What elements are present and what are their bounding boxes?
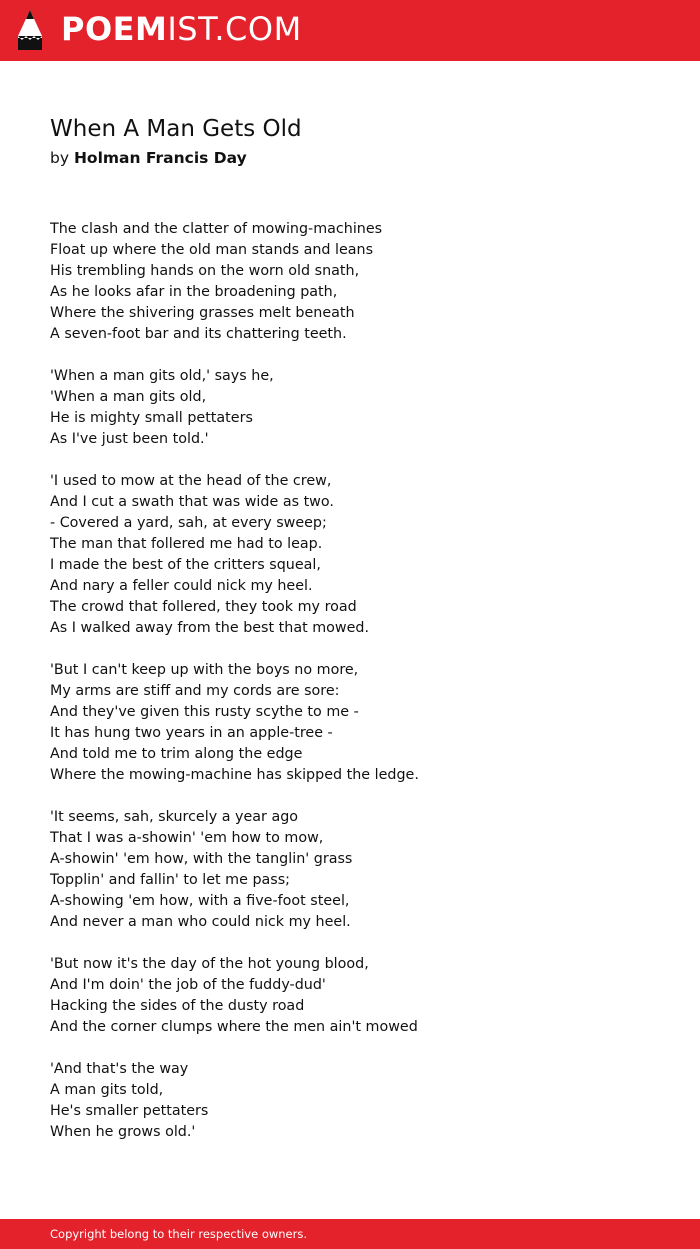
footer-bar <box>0 1219 700 1249</box>
site-name <box>61 10 302 48</box>
poem-line: My arms are stiff and my cords are sore: <box>50 683 340 699</box>
byline <box>50 149 247 167</box>
by-label: by <box>50 149 70 167</box>
poem-line: And the corner clumps where the men ain't mowed <box>50 1019 418 1035</box>
site-logo-link[interactable] <box>17 9 302 51</box>
poem-line: Float up where the old man stands and leans <box>50 242 374 258</box>
stanza <box>50 219 650 345</box>
poem-line: And I cut a swath that was wide as two. <box>50 494 334 510</box>
poem-line: - Covered a yard, sah, at every sweep; <box>50 515 327 531</box>
poem-line: A-showin' 'em how, with the tanglin' grass <box>50 851 353 867</box>
stanza <box>50 660 650 786</box>
top-bar <box>0 0 700 61</box>
pencil-icon <box>17 9 43 51</box>
poem-line: And they've given this rusty scythe to me - <box>50 704 359 720</box>
poem-line: And I'm doin' the job of the fuddy-dud' <box>50 977 326 993</box>
poem-line: The man that follered me had to leap. <box>50 536 323 552</box>
stanza <box>50 807 650 933</box>
poem-line: The clash and the clatter of mowing-machines <box>50 221 383 237</box>
stanza <box>50 1059 650 1143</box>
poem-line: As I walked away from the best that mowed. <box>50 620 370 636</box>
poem-line: He is mighty small pettaters <box>50 410 253 426</box>
poem-line: Hacking the sides of the dusty road <box>50 998 305 1014</box>
poem-line: When he grows old.' <box>50 1124 196 1140</box>
poem-line: 'When a man gits old,' says he, <box>50 368 274 384</box>
poem-line: Where the mowing-machine has skipped the ledge. <box>50 767 419 783</box>
poem-line: And never a man who could nick my heel. <box>50 914 351 930</box>
poem-line: He's smaller pettaters <box>50 1103 209 1119</box>
poem-line: His trembling hands on the worn old snath, <box>50 263 360 279</box>
poem-line: 'I used to mow at the head of the crew, <box>50 473 332 489</box>
poem-title: When A Man Gets Old <box>50 116 302 142</box>
poem-line: Where the shivering grasses melt beneath <box>50 305 355 321</box>
poem-line: I made the best of the critters squeal, <box>50 557 321 573</box>
poem-line: And nary a feller could nick my heel. <box>50 578 313 594</box>
poem-line: 'When a man gits old, <box>50 389 207 405</box>
poem-line: 'But I can't keep up with the boys no more, <box>50 662 359 678</box>
poem-line: 'It seems, sah, skurcely a year ago <box>50 809 299 825</box>
poem-line: The crowd that follered, they took my road <box>50 599 357 615</box>
stanza <box>50 954 650 1038</box>
poem-line: 'But now it's the day of the hot young blood, <box>50 956 369 972</box>
poem-line: As he looks afar in the broadening path, <box>50 284 338 300</box>
poem-line: A seven-foot bar and its chattering teeth. <box>50 326 347 342</box>
stanza <box>50 366 650 450</box>
author-link[interactable]: Holman Francis Day <box>73 149 247 167</box>
poem-line: It has hung two years in an apple-tree - <box>50 725 333 741</box>
poem-line: That I was a-showin' 'em how to mow, <box>50 830 324 846</box>
poem-line: 'And that's the way <box>50 1061 189 1077</box>
stanza <box>50 471 650 639</box>
copyright-text: Copyright belong to their respective owners. <box>50 1227 308 1241</box>
poem-line: As I've just been told.' <box>50 431 209 447</box>
poem-line: A-showing 'em how, with a five-foot steel, <box>50 893 350 909</box>
poem-body <box>50 219 650 1164</box>
poem-line: And told me to trim along the edge <box>50 746 303 762</box>
poem-line: Topplin' and fallin' to let me pass; <box>50 872 291 888</box>
poem-line: A man gits told, <box>50 1082 164 1098</box>
brand-rest: IST.COM <box>167 10 302 48</box>
brand-bold: POEM <box>61 10 168 48</box>
